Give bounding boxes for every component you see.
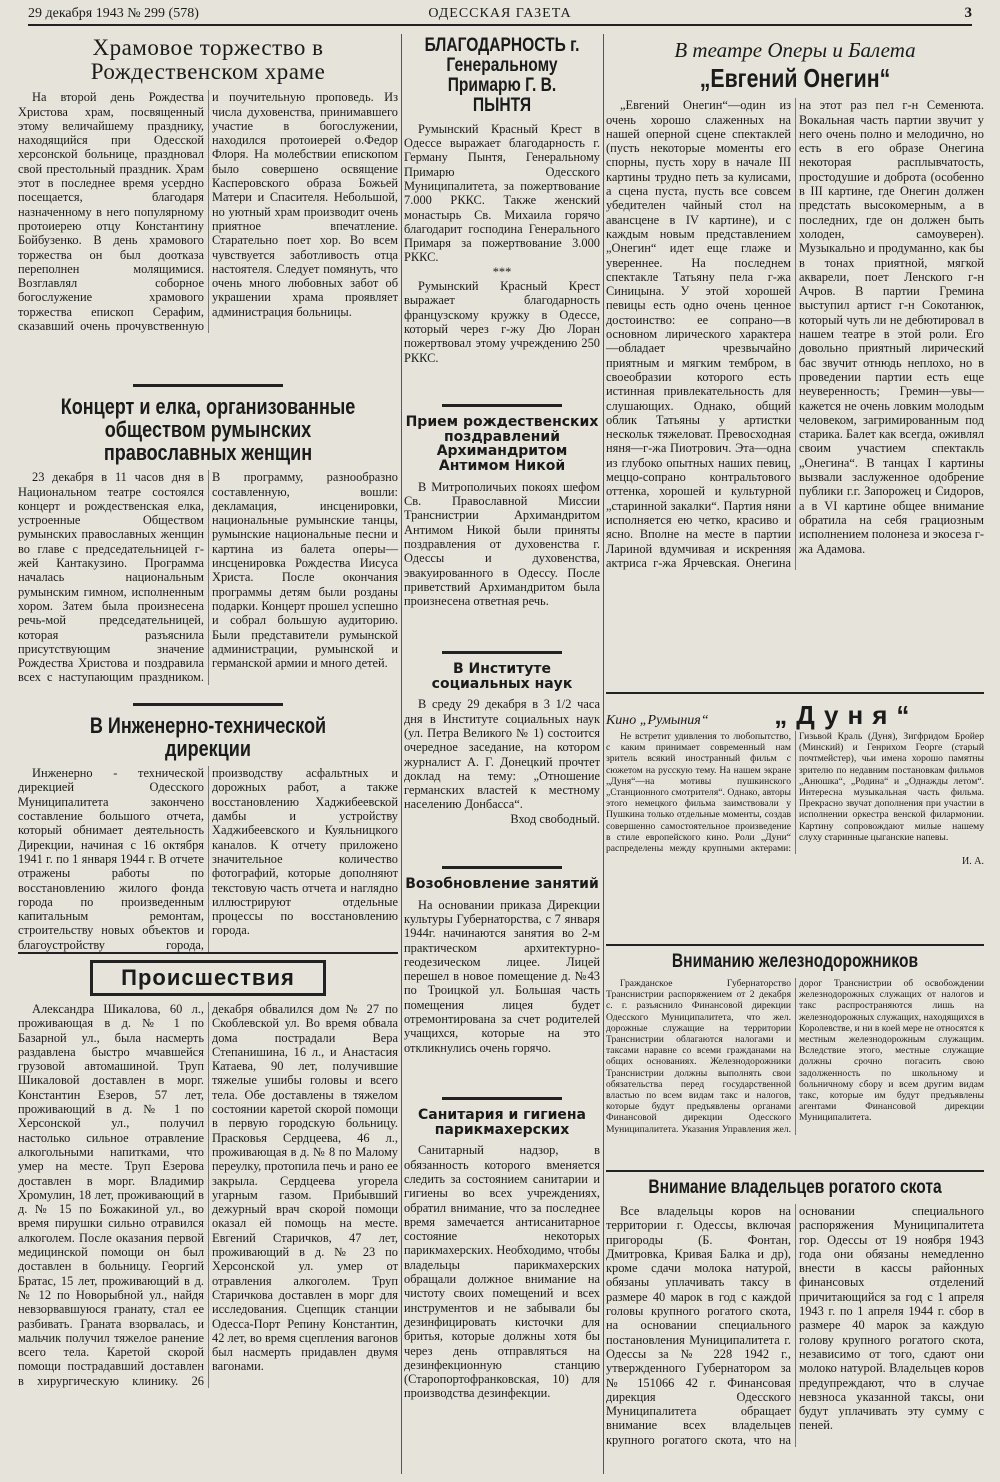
article-title: Возобновление занятий xyxy=(405,876,599,892)
article-title: В Инженерно-технической дирекции xyxy=(89,713,327,762)
section-title-box: Происшествия xyxy=(90,960,326,996)
paper-name: ОДЕССКАЯ ГАЗЕТА xyxy=(428,6,572,21)
masthead xyxy=(28,4,972,26)
article-title: Внимание владельцев рогатого скота xyxy=(648,1177,942,1198)
article-body: В среду 29 декабря в 3 1/2 часа дня в Институте социальных наук (ул. Петра Великого № 1) состоится очередное заседание, на котором журналист А. Г. Донецкий прочтет доклад на тему: „Отношение германских властей к местному населению Донбасса“. Вход свободный. xyxy=(404,697,600,826)
divider xyxy=(442,1097,562,1100)
kino-label: Кино „Румыния“ xyxy=(606,713,709,728)
article-incidents xyxy=(18,960,398,1460)
divider xyxy=(606,692,984,694)
article-title: Храмовое торжество в Рождественском храме xyxy=(90,35,326,85)
article-body: 23 декабря в 11 часов дня в Национальном театре состоялся концерт и рождественская елка, устроенные Обществом румынских православных женщин во главе с председательницей г-жей Кантакузино. Программа началась национальным румынским гимном, исполненным хором. Затем была произнесена речь-мой председательницей, которая разъяснила присутствующим значение Рождества Христова и поздравила всех с наступающим праздником. В программу, разнообразно составленную, вошли: декламация, инсценировки, национальные румынские танцы, румынские национальные песни и картина из балета оперы—инсценировка Рождества Иисуса Христа. После окончания программы детям были розданы подарки. Концерт прошел успешно и собрал большую аудиторию. Были представители румынской администрации, румынской и германской армии и много детей. xyxy=(18,470,398,685)
article-cattle xyxy=(606,1178,984,1474)
divider xyxy=(18,952,398,954)
divider xyxy=(442,651,562,654)
column-rule xyxy=(603,34,604,1474)
column-rule xyxy=(401,34,402,1474)
article-concert xyxy=(18,395,398,695)
section-rubric: В театре Оперы и Балета xyxy=(674,38,916,62)
entry-note: Вход свободный. xyxy=(510,811,600,826)
divider xyxy=(442,404,562,407)
article-body: На второй день Рождества Христова храм, посвященный этому величайшему празднику, находящийся при Одесской херсонской больнице, праздновал свой престольный праздник. Храм этот в последнее время усердно посещается, благодаря назначенному в него популярному протоиерею отцу Константину Бойбузенко. В день храмового торжества он был доотказа переполнен молящимися. Возглавлял соборное богослужение храмового торжества епископ Серафим, сказавший очень прочувственную и поучительную проповедь. Из числа духовенства, принимавшего участие в богослужении, находился протоиерей о.Федор Флоря. На молебствии епископом было совершено освящение Касперовского образа Божьей Матери и Спасителя. Небольшой, но уютный храм производит очень приятное впечатление. Старательно поет хор. Во всем чувствуется заботливость отца настоятеля. Следует помянуть, что очень много любовных забот об украшении храма проявляет администрация больницы. xyxy=(18,90,398,334)
article-engineering xyxy=(18,713,398,952)
article-title: Концерт и елка, организованные обществом румынских православных женщин xyxy=(60,394,356,466)
article-body: Александра Шикалова, 60 л., проживающая в д. № 1 по Базарной ул., была насмерть раздавлена быстро мчавшейся грузовой автомашиной. Труп Шикаловой доставлен в морг. Константин Езеров, 57 лет, проживающий в д. № 1 по Херсонской ул., получил настолько сильное отравление алкогольными напитками, что умер на месте. Труп Езерова доставлен в морг. Владимир Хромулин, 18 лет, проживающий в д. № 15 по Божакиной ул., во время пирушки сильно отравился алкоголем. После оказания первой медицинской помощи он был доставлен в больницу. Георгий Братас, 15 лет, проживающий в д. № 12 по Новорыбной ул., найдя невзорвавшуюся гранату, стал ее разбивать. Граната взорвалась, и мальчик получил тяжелое ранение всего тела. Каретой скорой помощи пострадавший доставлен в хирургическую клинику. 26 декабря обвалился дом № 27 по Скоблевской ул. Во время обвала дома пострадали Вера Степанишина, 16 л., и Анастасия Катаева, 90 лет, получившие тяжелые ушибы головы и всего тела. Обе доставлены в тяжелом состоянии каретой скорой помощи в первую городскую больницу. Прасковья Сердцеева, 46 л., проживающая в д. № 8 по Малому переулку, протопила печь и рано ее закрыла. Сердцеева угорела угарным газом. Прибывший дежурный врач скорой помощи оказал ей помощь на месте. Евгений Старичков, 47 лет, проживающий в д. № 23 по Херсонской ул. умер от отравления алкоголем. Труп Старичкова доставлен в морг для исследования. Сцепщик станции Одесса-Порт Репину Константин, 42 лет, во время сцепления вагонов был насмерть придавлен двумя вагонами. xyxy=(18,1002,398,1388)
column-left xyxy=(18,34,398,1474)
article-body: Инженерно - технической дирекцией Одесского Муниципалитета закончено составление большого отчета, который обнимает деятельность Дирекции, начиная с 16 октября 1941 г. по 1 января 1944 г. В отчете отражены работы по восстановлению жилого фонда города по произведенным капитальным ремонтам, строительству новых объектов и благоустройству города, производству асфальтных и дорожных работ, а также восстановлению Хаджибеевской дамбы и устройству Хаджибеевского и Куяльницкого каналов. К отчету приложено значительное количество фотографий, которые дополняют текстовую часть отчета и наглядно иллюстрируют отдельные процессы по восстановлению города. xyxy=(18,766,398,952)
article-body: „Евгений Онегин“—один из очень хорошо слаженных на нашей оперной сцене спектаклей (пусть некоторые моменты его спорны, пусть хору в начале III картины трудно петь за кулисами, а сцена пуста, пусть все совсем убедителен чайный стол на авансцене в IV картине), и с каждым новым представлением „Онегин“ идет еще глаже и увереннее. На последнем спектакле Татьяну пела г-жа Синицына. У этой хорошей певицы есть одно очень ценное достоинство: ее сопрано—в основном лирического характера—обладает чрезвычайно приятным и мягким тембром, в своеобразии которого есть истинная привлекательность для слушающих. Однако, общий облик Татьяны у артистки нескольк тяжеловат. Превосходная няня—г-жа Пиотрович. Эта—одна из глубоко опытных наших певиц, меццо-сопрано контральтового оттенка, хорошей и культурной „старинной закалки“. Партия няни исполняется ею четко, красиво и ясно. Вполне на месте в партии Лариной вдумчивая и искренняя актриса г-жа Ярчевская. Онегина на этот раз пел г-н Семенюта. Вокальная часть партии звучит у него очень полно и мелодично, но есть в его образе Онегина некоторая расплывчатость, простодушие и доброта (особенно в III картине, где Онегин должен предстать высокомерным, а в последних, где он должен быть холоден, самоуверен). Музыкально и продуманно, как бы в тонах приятной, мягкой акварели, поет Ленского г-н Ачров. В партии Гремина выступил артист г-н Сокотанюк, который чуть ли не дебютировал в нашем театре в этой роли. Его довольно приятный лирический бас звучит отнюдь неплохо, но в проведении партии есть еще неуверенность; Гремин—увы—кажется не очень ловким молодым человеком, загримированным под старика. Балет как всегда, оживлял своим участием спектакль „Онегина“. В танцах I картины вызвали заслуженное одобрение публики г.г. Запорожец и Сидоров, а в VI картине общее внимание обратила на себя грациозным исполнением полонеза и экосеза г-жа Адамова. xyxy=(606,98,984,570)
article-body: Румынский Красный Крест в Одессе выражает благодарность г. Герману Пынтя, Генеральному Примарю Одесского Муниципалитета, за пожертвование 7.000 РККС. Также женский монастырь Св. Михаила горячо благодарит господина Генерального Примаря за пожертвование 3.000 РККС. *** Румынский Красный Крест выражает благодарность французскому кружку в Одессе, который через г-жу Дю Лоран пожертвовал этому учреждению 250 РККС. xyxy=(404,121,600,365)
divider xyxy=(133,703,283,706)
article-body: Не встретит удивления то любопытство, с каким принимает современный нам зритель всякий иностранный фильм с сюжетом на русскую тему. На нашем экране „Дуня“—на мотивы пушкинского „Станционного смотрителя“. Однако, авторы этого немецкого фильма заимствовали у Пушкина только отдельные моменты, создав совершенно самостоятельное произведение в стиле европейского кино. Роли „Дуни“ распределены между крупными актерами: Гизьвой Краль (Дуня), Зигфридом Бройер (Минский) и Генрихом Георге (старый почтмейстер), чьи имена хорошо памятны зрителю по недавним постановкам фильмов „Анюшка“, „Родина“ и „Однажды летом“. Интересна музыкальная часть фильма. Прекрасно звучат дополнения при участии в исполнении оркестра венской филармонии. Картину сопровождают милые нашему слуху старинные цыганские напевы. xyxy=(606,731,984,855)
article-title: В Институте социальных наук xyxy=(431,661,573,692)
article-body: Санитарный надзор, в обязанность которого вменяется следить за состоянием санитарии и гигиены во всех учреждениях, обратил внимание, что за последнее время замечается антисанитарное состояние некоторых парикмахерских. Необходимо, чтобы владельцы парикмахерских обращали должное внимание на чистоту своих помещений и всех инструментов и не забывали бы дезинфицировать кисточки для бритья, которые должны хотя бы через день отправляться на дезинфекционную станцию (Старопортофранковская, 10) для производства дезинфекции. xyxy=(404,1143,600,1401)
article-classes xyxy=(404,877,600,1089)
divider xyxy=(606,944,984,946)
article-body: Гражданское Губернаторство Транснистрии распоряжением от 2 декабря с. г. разъяснило Финансовой дирекции Одесского Муниципалитета, что жел. дорожные служащие на территории Транснистрии облагаются налогами и таксами наравне со всеми гражданами на общих основаниях. Железнодорожники Транснистрии должны выполнять свои обязательства перед государственной властью по всем видам такс и налогов, которые будут предъявлены органами Финансовой дирекции Одесского Муниципалитета. Указания Управления жел. дорог Транснистрии об освобождении железнодорожных служащих от налогов и такс распространяются лишь на железнодорожных служащих, находящихся в Королевстве, и ни в коей мере не относятся к местным железнодорожным служащим. Вследствие этого, местные служащие должны срочно погасить свою задолженность по школьному и больничному сбору и всем другим видам такс, которые им будут предъявлены агентами Финансовой дирекции Муниципалитета. xyxy=(606,977,985,1135)
divider xyxy=(606,1170,984,1172)
separator-stars: *** xyxy=(492,264,512,279)
divider xyxy=(133,384,283,387)
article-title: Вниманию железнодорожников xyxy=(671,951,919,972)
article-gratitude xyxy=(404,36,600,396)
issue-date: 29 декабря 1943 № 299 (578) xyxy=(28,6,199,21)
article-title: Прием рождественских поздравлений Архимандритом Антимом Никой xyxy=(405,414,599,475)
article-body: В Митрополичьих покоях шефом Св. Православной Миссии Транснистрии Архимандритом Антимом Никой были приняты поздравления от духовенства г. Одессы и духовенства, эвакуированного в Одессу. После приветствий Архимандритом была произнесена ответная речь. xyxy=(404,479,600,609)
article-kino xyxy=(606,700,984,938)
article-temple xyxy=(18,36,398,376)
article-institute xyxy=(404,662,600,858)
article-title: БЛАГОДАРНОСТЬ г. Генеральному Примарю Г. В. ПЫНТЯ xyxy=(424,35,580,116)
article-sanitary xyxy=(404,1108,600,1448)
article-railway xyxy=(606,952,984,1164)
article-body: Все владельцы коров на территории г. Одессы, включая пригороды (Б. Фонтан, Дмитровка, Кривая Балка и др), кроме сдачи молока натурой, обязаны уплачивать таксу в размере 40 марок в год с каждой головы крупного рогатого скота, на основании специального постановления Муниципалитета г. Одессы за № 228 1942 г., утвержденного Губернатором за № 151066 42 г. Финансовая дирекция Одесского Муниципалитета обращает внимание всех владельцев крупного рогатого скота, что на основании специального распоряжения Муниципалитета гор. Одессы от 19 ноября 1943 года они обязаны немедленно внести в кассы районных финансовых отделений причитающийся за год с 1 апреля 1943 г. по 1 апреля 1944 г. сбор в размере 40 марок за каждую голову крупного рогатого скота, независимо от того, сдают они молоко натурой. Владельцев коров предупреждают, что в случае невзноса указанной таксы, они будут уплачивать эту сумму с пеней. xyxy=(606,1203,984,1447)
page-number: 3 xyxy=(964,5,972,21)
article-title: „Евгений Онегин“ xyxy=(699,63,891,93)
author-signature: И. А. xyxy=(962,856,984,868)
kino-header xyxy=(606,700,984,731)
article-title: Санитария и гигиена парикмахерских xyxy=(417,1107,586,1138)
divider xyxy=(442,866,562,869)
article-body: На основании приказа Дирекции культуры Губернаторства, с 7 января 1944г. начинаются занятия во 2-м практическом архитектурно-геодезическом лицее. Лицей перешел в новое помещение д. №43 по Троицкой ул. Большая часть помещения лицея будет отремонтирована за счет родителей учащихся, которые на это откликнулись очень горячо. xyxy=(404,897,600,1055)
column-right xyxy=(606,34,984,1474)
column-middle xyxy=(404,34,600,1474)
article-theatre xyxy=(606,38,984,686)
film-title: „Дуня“ xyxy=(774,700,919,730)
article-christmas xyxy=(404,415,600,643)
